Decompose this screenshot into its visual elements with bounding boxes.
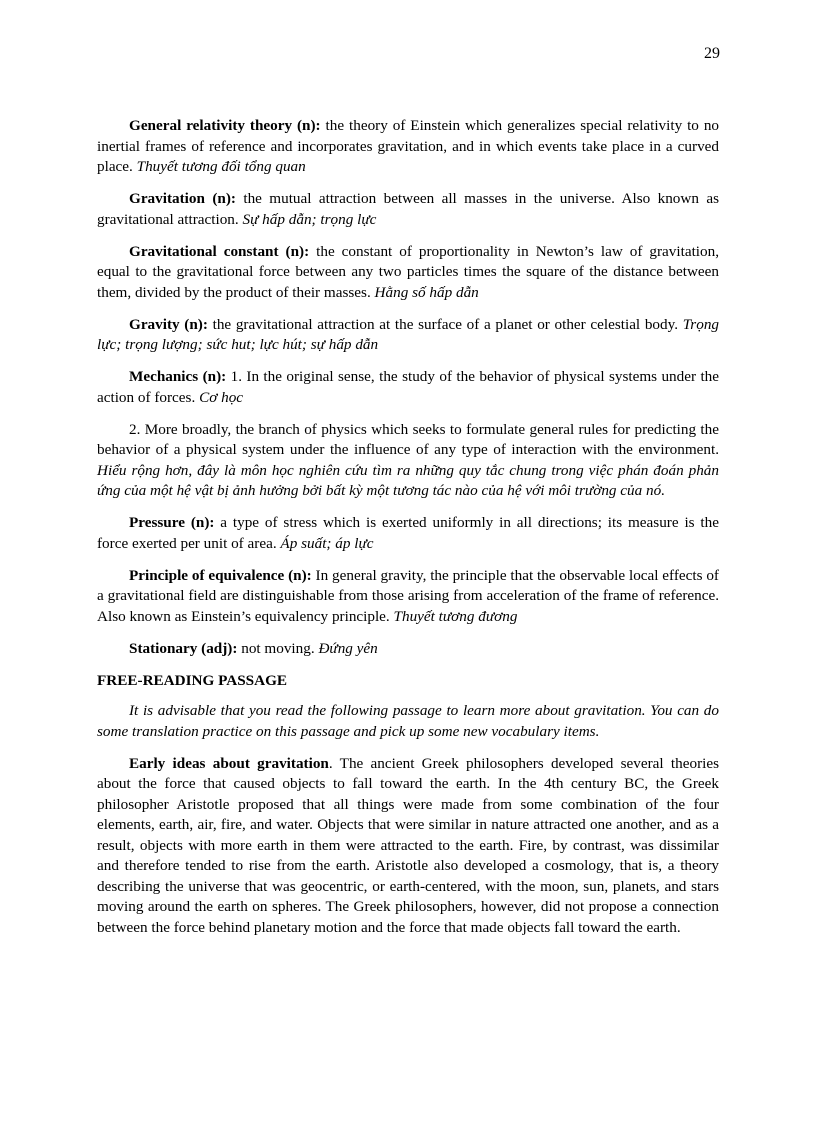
glossary-entry-mechanics-sense-2 <box>97 420 719 502</box>
glossary-entry-general-relativity <box>97 116 719 178</box>
glossary-translation: Hiểu rộng hơn, đây là môn học nghiên cứu tìm ra những quy tắc chung trong việc phán đoán phản ứng của một hệ vật bị ảnh hưởng bởi bất kỳ một tương tác nào của hệ với môi trường của nó. <box>97 461 719 499</box>
glossary-term: Gravity (n): <box>129 315 208 333</box>
glossary-term: Principle of equivalence (n): <box>129 566 312 584</box>
passage-body: . The ancient Greek philosophers developed several theories about the force that caused objects to fall toward the earth. In the 4th century BC, the Greek philosopher Aristotle proposed that all things were made from some combination of the four elements, earth, air, fire, and water. Objects that were similar in nature attracted one another, and as a result, objects with more earth in them were attracted to the earth. Fire, by contrast, was dissimilar and therefore tended to rise from the earth. Aristotle also developed a cosmology, that is, a theory describing the universe that was geocentric, or earth-centered, with the moon, sun, planets, and stars moving around the earth on spheres. The Greek philosophers, however, did not propose a connection between the force behind planetary motion and the force that made objects fall toward the earth. <box>97 754 719 936</box>
glossary-definition: the gravitational attraction at the surface of a planet or other celestial body. <box>207 315 683 333</box>
glossary-term: Gravitational constant (n): <box>129 242 310 260</box>
glossary-entry-gravitation <box>97 189 719 230</box>
glossary-translation: Thuyết tương đối tổng quan <box>136 158 306 175</box>
glossary-translation: Đứng yên <box>318 639 378 657</box>
glossary-definition: the constant of proportionality in Newton’s law of gravitation, equal to the gravitational force between any two particles times the square of the distance between them, divided by the product of their masses. <box>97 242 719 301</box>
passage-intro: It is advisable that you read the following passage to learn more about gravitation. You can do some translation practice on this passage and pick up some new vocabulary items. <box>97 702 719 740</box>
glossary-definition: not moving. <box>237 639 319 657</box>
glossary-translation: Sự hấp dẫn; trọng lực <box>242 210 377 228</box>
passage-paragraph <box>97 754 719 939</box>
glossary-definition: In general gravity, the principle that the observable local effects of a gravitational field are distinguishable from those arising from acceleration of the frame of reference. Also known as Einstein’s equivalency principle. <box>97 566 719 625</box>
glossary-term: General relativity theory (n): <box>129 117 321 134</box>
glossary-entry-mechanics <box>97 367 719 408</box>
glossary-term: Stationary (adj): <box>129 639 238 657</box>
page-content <box>97 116 719 950</box>
glossary-translation: Áp suất; áp lực <box>280 534 374 552</box>
glossary-translation: Hằng số hấp dẫn <box>374 283 479 301</box>
page-number: 29 <box>704 45 720 62</box>
glossary-translation: Thuyết tương đương <box>393 607 518 625</box>
glossary-entry-gravitational-constant <box>97 242 719 304</box>
glossary-term: Mechanics (n): <box>129 368 227 385</box>
glossary-definition: the mutual attraction between all masses in the universe. Also known as gravitational attraction. <box>97 190 719 228</box>
glossary-term: Gravitation (n): <box>129 190 236 207</box>
glossary-definition: the theory of Einstein which generalizes special relativity to no inertial frames of reference and incorporates gravitation, and in which events take place in a curved place. <box>97 117 720 175</box>
glossary-entry-pressure <box>97 513 719 554</box>
glossary-definition: 2. More broadly, the branch of physics which seeks to formulate general rules for predicting the behavior of a physical system under the influence of any type of interaction with the environment. <box>97 420 719 458</box>
glossary-term: Pressure (n): <box>129 514 215 531</box>
glossary-translation: Cơ học <box>199 388 244 406</box>
section-heading: FREE-READING PASSAGE <box>97 671 288 689</box>
glossary-translation: Trọng lực; trọng lượng; sức hut; lực hút; sự hấp dẫn <box>97 315 720 353</box>
passage-lead: Early ideas about gravitation <box>129 754 329 772</box>
glossary-definition: 1. In the original sense, the study of the behavior of physical systems under the action of forces. <box>97 368 719 406</box>
glossary-entry-stationary <box>97 639 719 660</box>
glossary-entry-gravity <box>97 315 719 356</box>
glossary-definition: a type of stress which is exerted uniformly in all directions; its measure is the force exerted per unit of area. <box>97 514 719 552</box>
glossary-entry-principle-of-equivalence <box>97 566 719 628</box>
